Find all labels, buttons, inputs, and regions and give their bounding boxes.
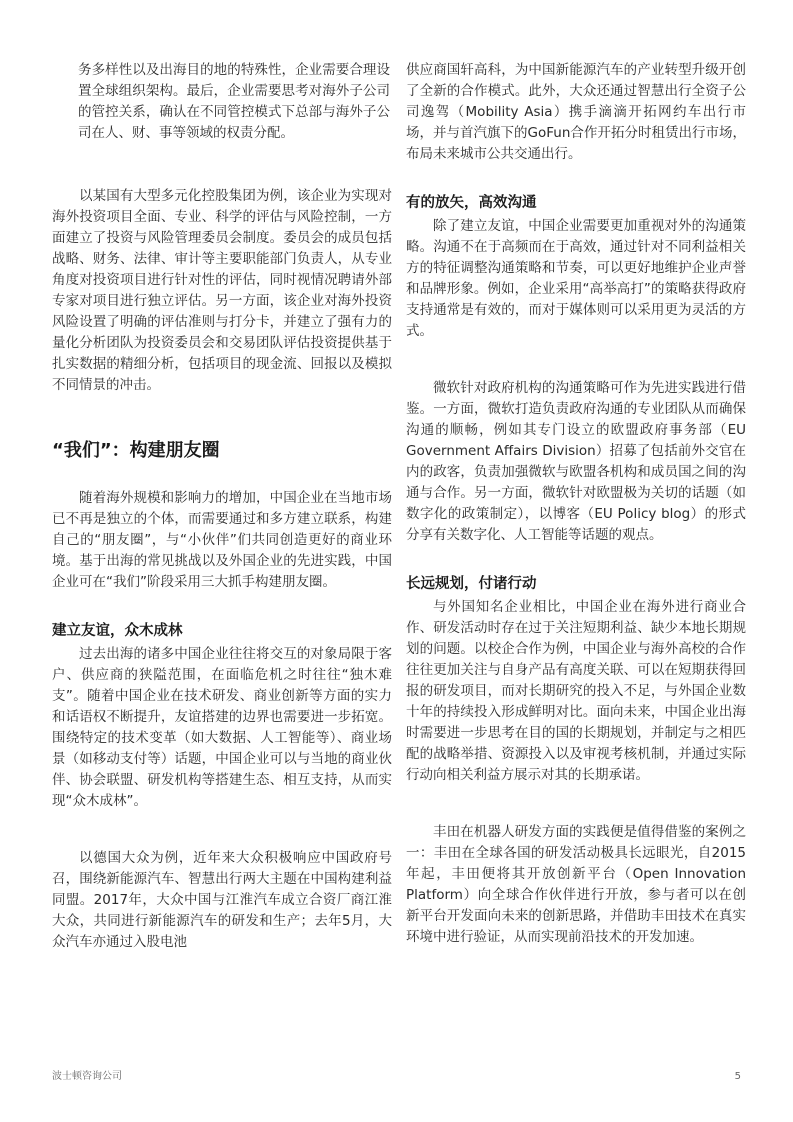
section-intro: 随着海外规模和影响力的增加，中国企业在当地市场已不再是独立的个体，而需要通过和多方建立联系，构建自己的“朋友圈”，与“小伙伴”们共同创造更好的商业环境。基于出海的常见挑战以及外国企业的先进实践，中国企业可在“我们”阶段采用三大抓手构建朋友圈。 (52, 490, 392, 590)
paragraph-continued-right: 供应商国轩高科，为中国新能源汽车的产业转型升级开创了全新的合作模式。此外，大众还通过智慧出行全资子公司逸驾（Mobility Asia）携手滴滴开拓网约车出行市场，并与首汽旗下的GoFun合作开拓分时租赁出行市场，布局未来城市公共交通出行。 (406, 62, 746, 162)
page-number: 5 (734, 1071, 741, 1082)
paragraph-toyota-example: 丰田在机器人研发方面的实践便是值得借鉴的案例之一：丰田在全球各国的研发活动极具长远眼光，自2015年起，丰田便将其开放创新平台（Open Innovation Platform）向全球合作伙伴进行开放，参与者可以在创新平台开发面向未来的创新思路，并借助丰田技术在真实环境中进行验证，从而实现前沿技术的开发加速。 (406, 824, 746, 945)
paragraph-continued: 务多样性以及出海目的地的特殊性，企业需要合理设置全球组织架构。最后，企业需要思考对海外子公司的管控关系，确认在不同管控模式下总部与海外子公司在人、财、事等领域的权责分配。 (78, 62, 390, 141)
subheading-friendship: 建立友谊，众木成林 (52, 623, 183, 639)
paragraph-example-group: 以某国有大型多元化控股集团为例，该企业为实现对海外投资项目全面、专业、科学的评估与风险控制，一方面建立了投资与风险管理委员会制度。委员会的成员包括战略、财务、法律、审计等主要职能部门负责人，从专业角度对投资项目进行针对性的评估，同时视情况聘请外部专家对项目进行独立评估。另一方面，该企业对海外投资风险设置了明确的评估准则与打分卡，并建立了强有力的量化分析团队为投资委员会和交易团队评估投资提供基于扎实数据的精细分析，包括项目的现金流、回报以及模拟不同情景的冲击。 (52, 188, 392, 393)
subheading-communication: 有的放矢，高效沟通 (406, 195, 537, 211)
footer-company: 波士顿咨询公司 (52, 1071, 122, 1082)
paragraph-long-term: 与外国知名企业相比，中国企业在海外进行商业合作、研发活动时存在过于关注短期利益、缺少本地长期规划的问题。以校企合作为例，中国企业与海外高校的合作往往更加关注与自身产品有高度关联、可以在短期获得回报的研发项目，而对长期研究的投入不足，与外国企业数十年的持续投入形成鲜明对比。面向未来，中国企业出海时需要进一步思考在目的国的长期规划，并制定与之相匹配的战略举措、资源投入以及审视考核机制，并通过实际行动向相关利益方展示对其的长期承诺。 (406, 599, 746, 783)
right-column (406, 60, 746, 948)
paragraph-volkswagen-example: 以德国大众为例，近年来大众积极响应中国政府号召，围绕新能源汽车、智慧出行两大主题在中国构建利益同盟。2017年，大众中国与江淮汽车成立合资厂商江淮大众，共同进行新能源汽车的研发和生产；去年5月，大众汽车亦通过入股电池 (52, 850, 392, 950)
paragraph-communication: 除了建立友谊，中国企业需要更加重视对外的沟通策略。沟通不在于高频而在于高效，通过针对不同利益相关方的特征调整沟通策略和节奏，可以更好地维护企业声誉和品牌形象。例如，企业采用“高举高打”的策略获得政府支持通常是有效的，而对于媒体则可以采用更为灵活的方式。 (406, 218, 746, 339)
paragraph-microsoft-example: 微软针对政府机构的沟通策略可作为先进实践进行借鉴。一方面，微软打造负责政府沟通的专业团队从而确保沟通的顺畅，例如其专门设立的欧盟政府事务部（EU Government Affairs Division）招募了包括前外交官在内的政客，负责加强微软与欧盟各机构和成员国之间的沟通与合作。另一方面，微软针对欧盟极为关切的话题（如数字化的政策制定），以博客（EU Policy blog）的形式分享有关数字化、人工智能等话题的观点。 (406, 380, 746, 543)
subheading-long-term: 长远规划，付诸行动 (406, 576, 537, 592)
section-title: “我们”：构建朋友圈 (52, 440, 220, 461)
paragraph-friendship: 过去出海的诸多中国企业往往将交互的对象局限于客户、供应商的狭隘范围，在面临危机之时往往“独木难支”。随着中国企业在技术研发、商业创新等方面的实力和话语权不断提升，友谊搭建的边界也需要进一步拓宽。围绕特定的技术变革（如大数据、人工智能等）、商业场景（如移动支付等）话题，中国企业可以与当地的商业伙伴、协会联盟、研发机构等搭建生态、相互支持，从而实现“众木成林”。 (52, 646, 392, 809)
left-column (52, 60, 392, 953)
